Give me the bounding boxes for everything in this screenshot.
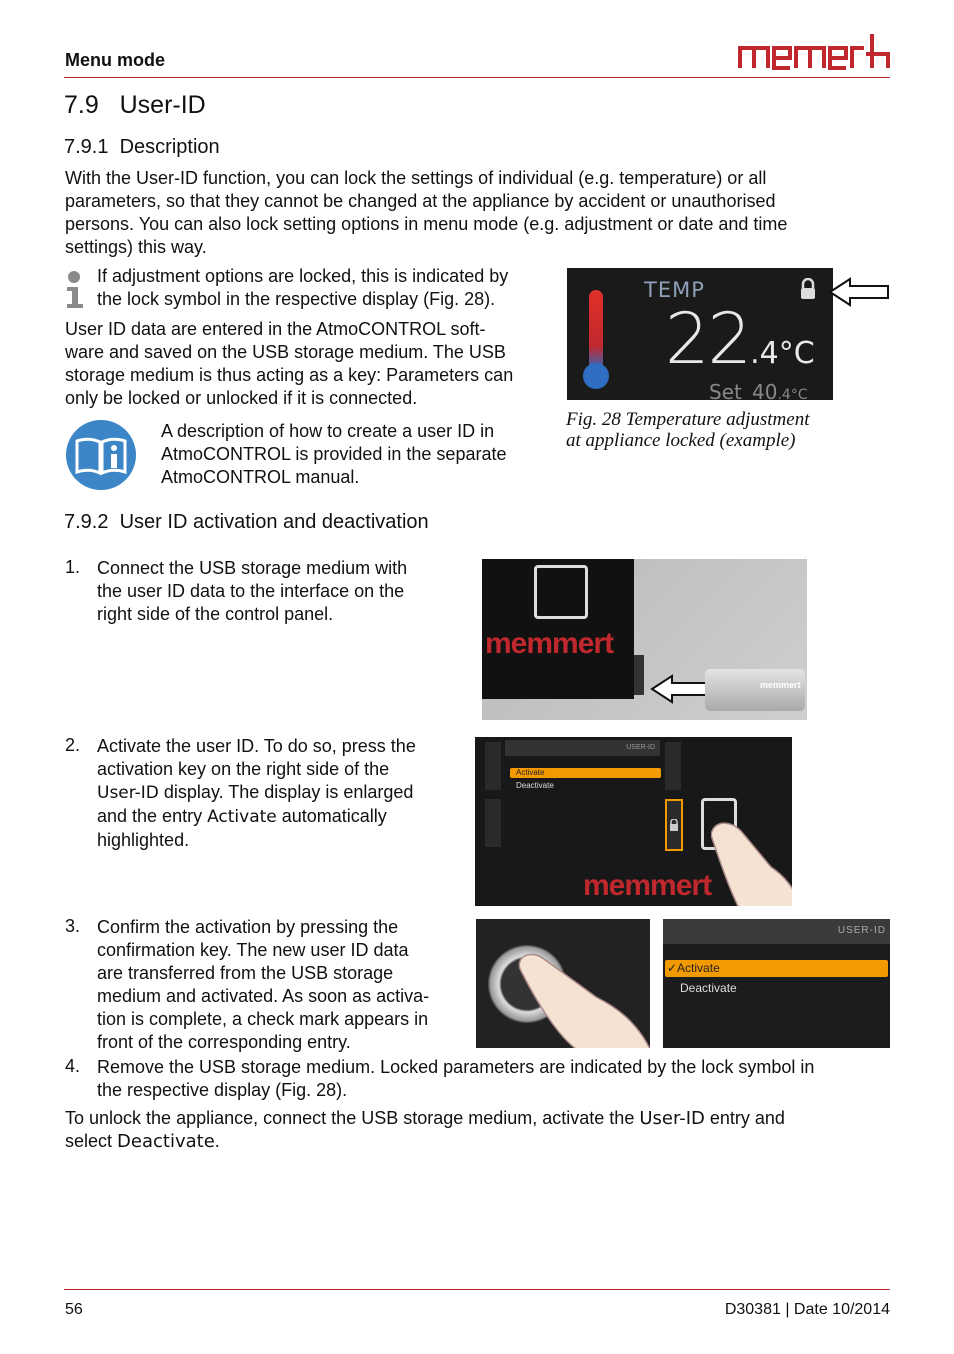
text-line: only be locked or unlocked if it is connected. [65, 388, 418, 408]
text-line: confirmation key. The new user ID data [97, 940, 409, 960]
pressing-finger [711, 817, 792, 906]
figure-28-caption [566, 409, 886, 451]
manual-note [161, 420, 556, 489]
set-label: Set [709, 380, 742, 400]
usb-stick [705, 669, 805, 711]
temp-unit: °C [778, 336, 815, 371]
text-line [97, 805, 467, 829]
section-heading [64, 91, 206, 120]
manual-book-icon [65, 419, 137, 496]
user-id-confirmed-screen [663, 919, 890, 1048]
step-number: 4. [65, 1056, 81, 1076]
text-line: Connect the USB storage medium with [97, 558, 408, 578]
ui-term: User-ID [639, 1108, 705, 1129]
screen-title: USER-ID [837, 925, 886, 936]
unlock-paragraph [65, 1107, 895, 1153]
step-1-text [97, 557, 467, 626]
text-line: AtmoCONTROL manual. [161, 467, 360, 487]
step-number: 3. [65, 916, 81, 936]
screen-title-bar [663, 919, 890, 944]
text-line: A description of how to create a user ID in [161, 421, 495, 441]
caption-line: Fig. 28 Temperature adjustment [566, 409, 810, 430]
text-line [65, 1130, 895, 1153]
side-key [485, 742, 501, 790]
usb-port [634, 655, 644, 695]
text-line: highlighted. [97, 830, 190, 850]
side-key [665, 742, 681, 790]
text-line: parameters, so that they cannot be changed at the appliance by accident or unauthorised [65, 191, 776, 211]
section-title: User-ID [119, 91, 206, 119]
set-value: 40 [752, 380, 778, 400]
ui-term: Activate [207, 807, 277, 827]
menu-item-deactivate[interactable]: Deactivate [680, 981, 737, 995]
usb-insert-photo [482, 559, 807, 720]
activation-key[interactable] [665, 799, 683, 851]
ui-term: Deactivate [117, 1131, 215, 1152]
temp-value-dec: .4 [750, 336, 779, 371]
panel-brand: memmert [485, 627, 614, 660]
text-line: right side of the control panel. [97, 604, 334, 624]
step-3-text [97, 916, 467, 1054]
text-line: the respective display (Fig. 28). [97, 1080, 348, 1100]
text-line: medium and activated. As soon as activa- [97, 986, 430, 1006]
text-line: AtmoCONTROL is provided in the separate [161, 444, 507, 464]
text-span: display. The display is enlarged [158, 782, 414, 802]
text-line: If adjustment options are locked, this is indicated by [97, 266, 509, 286]
usb-brand: memmert [760, 680, 801, 690]
text-line: Remove the USB storage medium. Locked parameters are indicated by the lock symbol in [97, 1057, 815, 1077]
text-line: the user ID data to the interface on the [97, 581, 405, 601]
panel-brand: memmert [583, 869, 712, 902]
menu-item-deactivate[interactable]: Deactivate [516, 781, 554, 790]
pressing-finger [516, 949, 650, 1048]
text-line: User ID data are entered in the AtmoCONTROL soft- [65, 319, 486, 339]
menu-item-activate[interactable]: Activate [510, 768, 661, 778]
running-header: Menu mode [65, 50, 166, 70]
info-icon [64, 270, 86, 315]
temperature-readout [665, 298, 815, 380]
text-line [65, 1107, 895, 1130]
subsection-title: Description [119, 136, 220, 158]
text-span: To unlock the appliance, connect the USB storage medium, activate the [65, 1108, 640, 1128]
memmert-logo [738, 30, 890, 75]
text-line: Confirm the activation by pressing the [97, 917, 399, 937]
usb-paragraph [65, 318, 560, 410]
ui-term: User-ID [97, 783, 159, 803]
page-number: 56 [65, 1301, 83, 1318]
text-line: tion is complete, a check mark appears in [97, 1009, 429, 1029]
lock-info-note [97, 265, 567, 311]
confirm-key-photo [476, 919, 650, 1048]
step-number: 1. [65, 557, 81, 577]
temperature-display [567, 268, 833, 400]
lock-icon [669, 819, 679, 831]
text-line: storage medium is thus acting as a key: Parameters can [65, 365, 514, 385]
text-span: select [65, 1131, 118, 1151]
text-span: . [214, 1131, 220, 1151]
footer-rule [64, 1289, 890, 1290]
step-number: 2. [65, 735, 81, 755]
screen-title-bar [505, 740, 660, 756]
text-line: With the User-ID function, you can lock the settings of individual (e.g. temperature) or all [65, 168, 767, 188]
text-line [97, 781, 467, 805]
side-key [485, 799, 501, 847]
text-line: Activate the user ID. To do so, press the [97, 736, 416, 756]
subsection-heading-description [64, 136, 220, 159]
step-4-text [97, 1056, 897, 1102]
subsection-title: User ID activation and deactivation [119, 511, 429, 533]
text-span: entry and [704, 1108, 785, 1128]
text-line: settings) this way. [65, 237, 207, 257]
intro-paragraph [65, 167, 895, 259]
text-line: persons. You can also lock setting options in menu mode (e.g. adjustment or date and time [65, 214, 788, 234]
text-line: activation key on the right side of the [97, 759, 390, 779]
subsection-number: 7.9.1 [64, 136, 109, 158]
text-line: are transferred from the USB storage [97, 963, 394, 983]
text-span: and the entry [97, 806, 208, 826]
text-line: the lock symbol in the respective display (Fig. 28). [97, 289, 496, 309]
header-rule [64, 77, 890, 78]
text-line: front of the corresponding entry. [97, 1032, 351, 1052]
temp-value-int: 22 [665, 298, 751, 380]
menu-item-activate-checked[interactable]: ✓Activate [665, 960, 888, 977]
set-dec: .4 [777, 387, 791, 400]
set-unit: °C [790, 387, 808, 400]
subsection-number: 7.9.2 [64, 511, 109, 533]
section-number: 7.9 [64, 91, 99, 119]
thermometer-icon [581, 288, 611, 399]
text-span: automatically [276, 806, 387, 826]
setpoint-readout [709, 380, 808, 400]
subsection-heading-activation [64, 511, 429, 534]
step-2-text [97, 735, 467, 852]
pointer-arrow-icon [828, 277, 890, 312]
caption-line: at appliance locked (example) [566, 430, 796, 451]
activation-key-frame [534, 565, 588, 619]
screen-title: USER-ID [626, 744, 655, 751]
text-line: ware and saved on the USB storage medium. The USB [65, 342, 506, 362]
user-id-screen-photo [475, 737, 792, 906]
temp-label: TEMP [644, 278, 705, 302]
document-id: D30381 | Date 10/2014 [724, 1301, 890, 1318]
pointer-arrow-icon [650, 674, 710, 709]
